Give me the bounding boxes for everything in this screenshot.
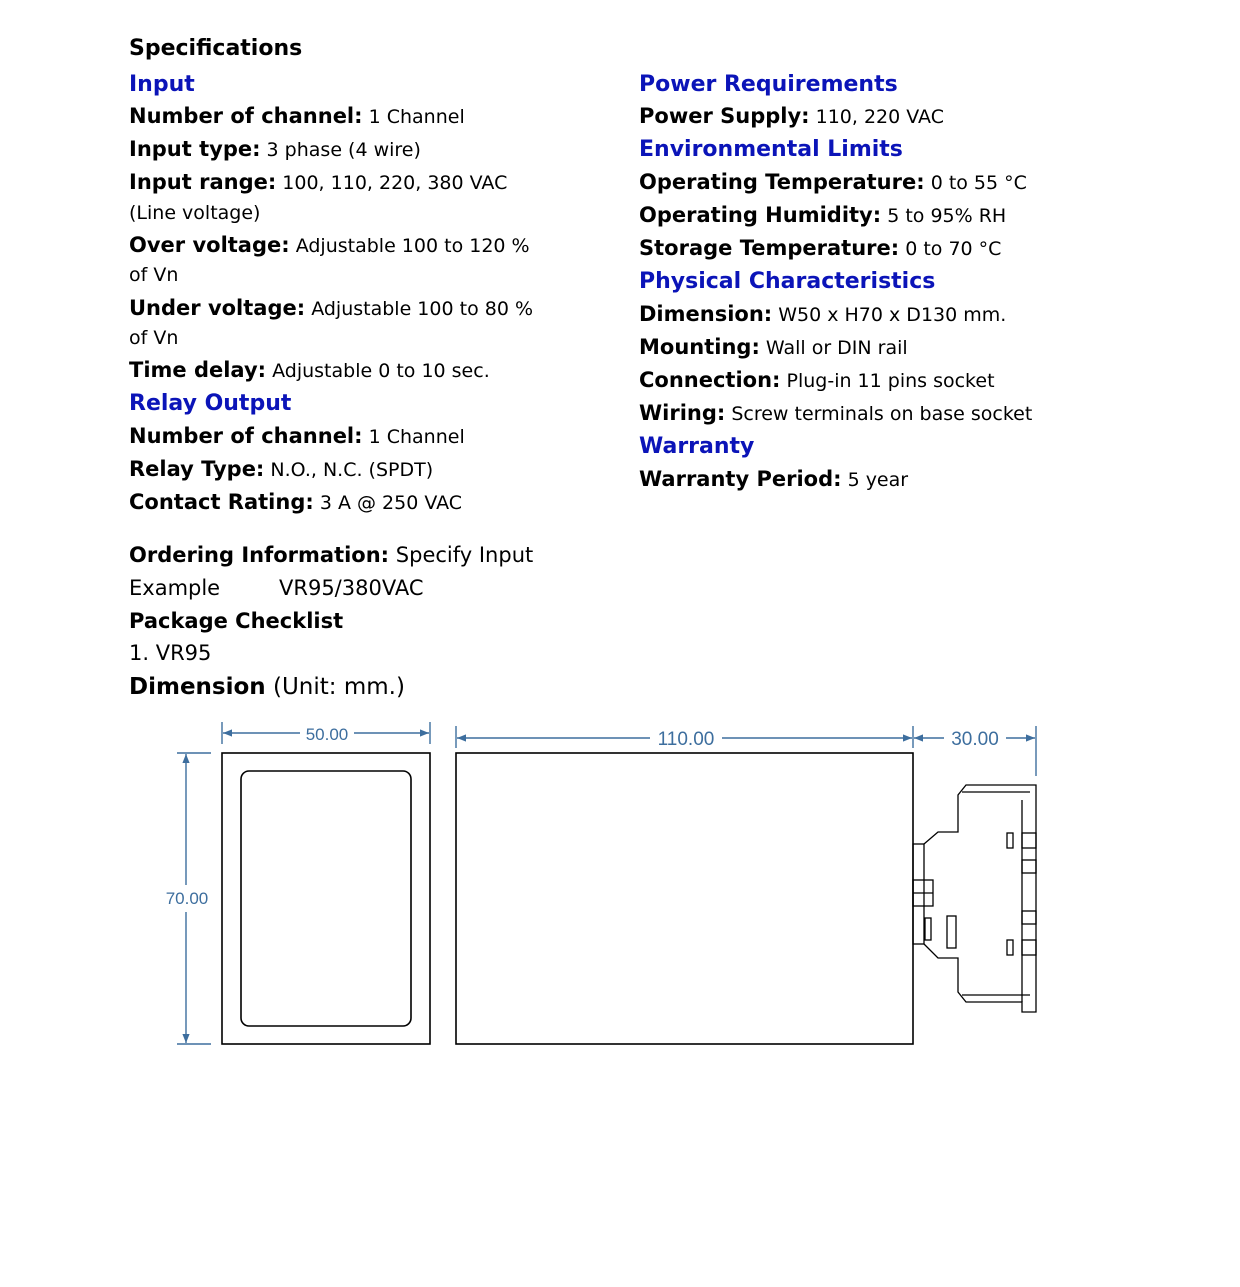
spec-label: Operating Temperature: xyxy=(639,170,925,194)
side-view-body xyxy=(456,753,913,1044)
spec-row-under-voltage-cont: of Vn xyxy=(129,327,179,349)
spec-label: Storage Temperature: xyxy=(639,236,900,260)
section-physical-heading: Physical Characteristics xyxy=(639,269,936,294)
spec-label: Relay Type: xyxy=(129,457,265,481)
front-view-panel xyxy=(241,771,411,1026)
spec-label: Warranty Period: xyxy=(639,467,842,491)
spec-label: Input range: xyxy=(129,170,277,194)
spec-label: Operating Humidity: xyxy=(639,203,882,227)
socket-view xyxy=(913,785,1036,1012)
socket-latch-small xyxy=(925,918,931,940)
section-env-heading: Environmental Limits xyxy=(639,137,903,162)
spec-value: 3 phase (4 wire) xyxy=(266,139,421,161)
spec-value: Wall or DIN rail xyxy=(765,337,908,359)
section-warranty-heading: Warranty xyxy=(639,434,755,459)
spec-value: 3 A @ 250 VAC xyxy=(319,492,463,514)
ordering-example-label: Example xyxy=(129,576,221,600)
spec-value: 110, 220 VAC xyxy=(815,106,944,128)
checklist-item: 1. VR95 xyxy=(129,641,212,665)
spec-label: Over voltage: xyxy=(129,233,290,257)
spec-value: Adjustable 100 to 80 % xyxy=(311,298,533,320)
socket-slot xyxy=(1022,833,1036,848)
socket-latch xyxy=(947,916,956,948)
spec-label: Number of channel: xyxy=(129,424,363,448)
spec-value: 1 Channel xyxy=(368,426,465,448)
spec-label: Wiring: xyxy=(639,401,726,425)
spec-value: 5 year xyxy=(847,469,909,491)
spec-label: Contact Rating: xyxy=(129,490,314,514)
spec-value: N.O., N.C. (SPDT) xyxy=(270,459,434,481)
spec-label: Input type: xyxy=(129,137,261,161)
spec-value: Plug-in 11 pins socket xyxy=(786,370,995,392)
spec-value: Adjustable 100 to 120 % xyxy=(295,235,530,257)
side-view xyxy=(456,753,913,1044)
page-title: Specifications xyxy=(129,36,303,61)
ordering-example-value: VR95/380VAC xyxy=(279,576,424,600)
width-label: 50.00 xyxy=(305,725,349,744)
spec-value: Screw terminals on base socket xyxy=(731,403,1033,425)
spec-row-input-range-cont: (Line voltage) xyxy=(129,202,261,224)
dimension-unit: (Unit: mm.) xyxy=(272,674,405,700)
spec-label: Mounting: xyxy=(639,335,760,359)
package-checklist-heading: Package Checklist xyxy=(129,609,344,633)
dimension-heading: Dimension xyxy=(129,674,266,700)
socket-body-outline xyxy=(924,785,1036,1012)
section-relay-heading: Relay Output xyxy=(129,391,292,416)
socket-rails xyxy=(962,792,1030,995)
spec-row-over-voltage-cont: of Vn xyxy=(129,264,179,286)
section-power-heading: Power Requirements xyxy=(639,72,898,97)
socket-slot xyxy=(1007,833,1013,848)
section-input-heading: Input xyxy=(129,72,195,97)
depth-label: 110.00 xyxy=(657,729,715,750)
spec-value: 0 to 70 °C xyxy=(905,238,1002,260)
socket-slot xyxy=(1022,940,1036,955)
front-view-outline xyxy=(222,753,430,1044)
front-view xyxy=(222,753,430,1044)
spec-value: 1 Channel xyxy=(368,106,465,128)
spec-value: 100, 110, 220, 380 VAC xyxy=(282,172,508,194)
spec-label: Time delay: xyxy=(129,358,267,382)
spec-label: Power Supply: xyxy=(639,104,810,128)
socket-slot xyxy=(1022,911,1036,924)
spec-label: Connection: xyxy=(639,368,781,392)
ordering-label: Ordering Information: xyxy=(129,543,390,567)
height-label: 70.00 xyxy=(165,889,209,908)
socket-slot xyxy=(1007,940,1013,955)
spec-label: Under voltage: xyxy=(129,296,306,320)
socket-label: 30.00 xyxy=(951,729,999,750)
spec-value: Adjustable 0 to 10 sec. xyxy=(272,360,490,382)
socket-pin-block xyxy=(913,844,924,944)
spec-label: Number of channel: xyxy=(129,104,363,128)
socket-slot xyxy=(1022,860,1036,873)
spec-value: W50 x H70 x D130 mm. xyxy=(778,304,1007,326)
spec-label: Dimension: xyxy=(639,302,773,326)
spec-value: 0 to 55 °C xyxy=(930,172,1027,194)
spec-value: 5 to 95% RH xyxy=(887,205,1007,227)
ordering-value: Specify Input xyxy=(395,543,534,567)
